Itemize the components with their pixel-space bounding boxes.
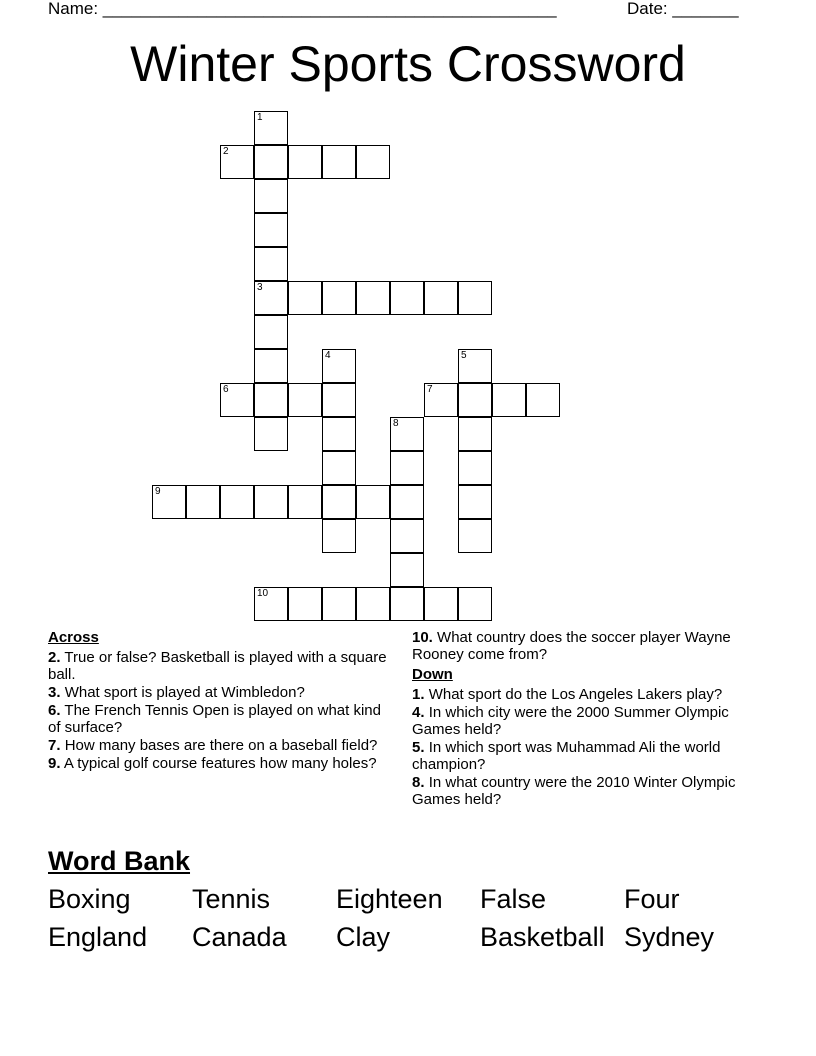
down-heading: Down [412, 666, 453, 683]
grid-cell-number: 5 [461, 350, 467, 361]
word-bank-word: Sydney [624, 922, 715, 952]
grid-cell[interactable] [220, 383, 254, 417]
word-bank-word: Tennis [192, 884, 271, 914]
clue-text: In which sport was Muhammad Ali the world champion? [412, 739, 721, 773]
across-clue [48, 755, 388, 772]
grid-cell[interactable] [220, 485, 254, 519]
grid-cell[interactable] [254, 587, 288, 621]
clue-number: 10. [412, 629, 433, 646]
word-bank-word: Eighteen [336, 884, 443, 914]
across-heading: Across [48, 629, 99, 646]
grid-cell[interactable] [254, 349, 288, 383]
grid-cell[interactable] [322, 383, 356, 417]
word-bank-word: Canada [192, 922, 287, 952]
grid-cell[interactable] [254, 145, 288, 179]
clue-text: True or false? Basketball is played with a square ball. [48, 649, 387, 683]
grid-cell[interactable] [322, 519, 356, 553]
word-bank-word: Four [624, 884, 680, 914]
grid-cell[interactable] [288, 281, 322, 315]
grid-cell-number: 2 [223, 146, 229, 157]
down-clue [412, 686, 742, 703]
grid-cell[interactable] [390, 519, 424, 553]
word-bank-word: False [480, 884, 547, 914]
clue-text: What country does the soccer player Wayne Rooney come from? [412, 629, 731, 663]
grid-cell[interactable] [254, 179, 288, 213]
clue-number: 8. [412, 774, 425, 791]
grid-cell-number: 6 [223, 384, 229, 395]
grid-cell[interactable] [458, 417, 492, 451]
grid-cell-number: 1 [257, 112, 263, 123]
grid-cell[interactable] [254, 383, 288, 417]
grid-cell[interactable] [322, 485, 356, 519]
down-clue [412, 774, 742, 808]
word-bank-word: Clay [336, 922, 391, 952]
down-clue [412, 739, 742, 773]
grid-cell[interactable] [492, 383, 526, 417]
grid-cell[interactable] [322, 417, 356, 451]
across-clue [48, 702, 388, 736]
grid-cell-number: 3 [257, 282, 263, 293]
grid-cell[interactable] [390, 451, 424, 485]
grid-cell[interactable] [254, 111, 288, 145]
clue-text: What sport is played at Wimbledon? [64, 684, 305, 701]
grid-cell[interactable] [220, 145, 254, 179]
grid-cell[interactable] [424, 383, 458, 417]
grid-cell[interactable] [526, 383, 560, 417]
clues-left-column [48, 629, 388, 773]
grid-cell[interactable] [390, 485, 424, 519]
word-bank-word: Basketball [480, 922, 605, 952]
grid-cell[interactable] [356, 485, 390, 519]
word-bank-row [48, 882, 768, 920]
grid-cell[interactable] [288, 383, 322, 417]
grid-cell[interactable] [254, 213, 288, 247]
grid-cell[interactable] [390, 587, 424, 621]
grid-cell[interactable] [424, 587, 458, 621]
across-clue [48, 737, 388, 754]
grid-cell[interactable] [288, 587, 322, 621]
grid-cell[interactable] [458, 349, 492, 383]
clue-text: The French Tennis Open is played on what kind of surface? [48, 702, 381, 736]
grid-cell[interactable] [458, 587, 492, 621]
word-bank-row [48, 920, 768, 958]
grid-cell-number: 10 [257, 588, 269, 599]
grid-cell[interactable] [254, 315, 288, 349]
clues-right-column [412, 629, 742, 809]
grid-cell[interactable] [390, 553, 424, 587]
grid-cell-number: 8 [393, 418, 399, 429]
down-clue [412, 704, 742, 738]
grid-cell[interactable] [458, 485, 492, 519]
grid-cell[interactable] [458, 519, 492, 553]
grid-cell[interactable] [254, 417, 288, 451]
clue-number: 3. [48, 684, 61, 701]
across-clue [48, 649, 388, 683]
grid-cell[interactable] [356, 587, 390, 621]
grid-cell[interactable] [186, 485, 220, 519]
grid-cell[interactable] [322, 451, 356, 485]
grid-cell[interactable] [390, 281, 424, 315]
grid-cell-number: 9 [155, 486, 161, 497]
clue-text: In which city were the 2000 Summer Olympic Games held? [412, 704, 729, 738]
across-clue [48, 684, 388, 701]
grid-cell[interactable] [356, 145, 390, 179]
grid-cell[interactable] [424, 281, 458, 315]
page-title: Winter Sports Crossword [130, 36, 686, 92]
grid-cell[interactable] [254, 281, 288, 315]
clue-number: 6. [48, 702, 61, 719]
grid-cell[interactable] [152, 485, 186, 519]
clue-text: A typical golf course features how many holes? [63, 755, 377, 772]
clue-number: 2. [48, 649, 61, 666]
grid-cell[interactable] [458, 281, 492, 315]
across-clue [412, 629, 742, 663]
grid-cell[interactable] [390, 417, 424, 451]
grid-cell[interactable] [322, 281, 356, 315]
clue-number: 9. [48, 755, 61, 772]
grid-cell[interactable] [254, 247, 288, 281]
word-bank [48, 882, 768, 958]
grid-cell[interactable] [288, 145, 322, 179]
date-field[interactable]: Date: _______ [627, 0, 739, 18]
grid-cell[interactable] [288, 485, 322, 519]
grid-cell[interactable] [322, 145, 356, 179]
grid-cell[interactable] [458, 451, 492, 485]
grid-cell[interactable] [322, 349, 356, 383]
grid-cell-number: 4 [325, 350, 331, 361]
clue-number: 4. [412, 704, 425, 721]
clue-text: In what country were the 2010 Winter Olympic Games held? [412, 774, 736, 808]
clue-number: 5. [412, 739, 425, 756]
grid-cell[interactable] [322, 587, 356, 621]
clue-number: 1. [412, 686, 425, 703]
clue-text: How many bases are there on a baseball field? [64, 737, 378, 754]
grid-cell[interactable] [458, 383, 492, 417]
grid-cell[interactable] [356, 281, 390, 315]
clue-number: 7. [48, 737, 61, 754]
word-bank-title: Word Bank [48, 846, 191, 876]
name-field[interactable]: Name: ________________________________________________ [48, 0, 557, 18]
clue-text: What sport do the Los Angeles Lakers play? [428, 686, 723, 703]
word-bank-word: England [48, 922, 148, 952]
grid-cell-number: 7 [427, 384, 433, 395]
word-bank-word: Boxing [48, 884, 131, 914]
grid-cell[interactable] [254, 485, 288, 519]
